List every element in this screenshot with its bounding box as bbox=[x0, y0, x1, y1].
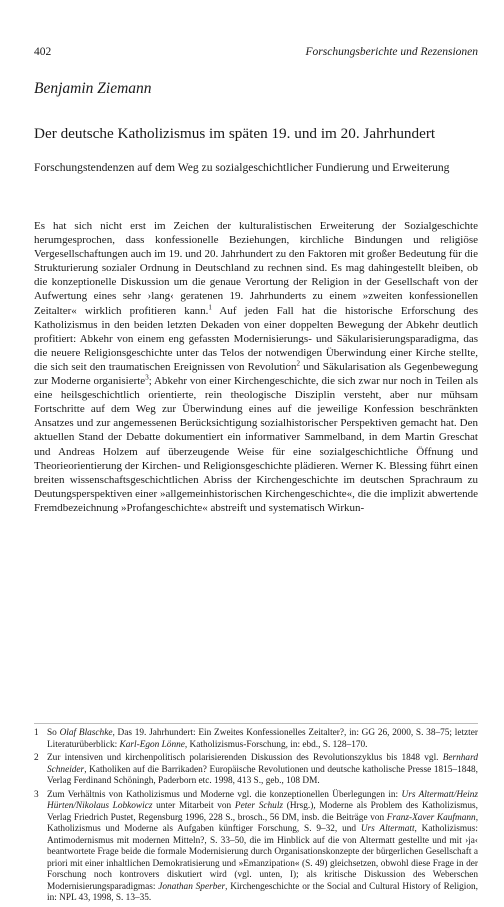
footnote-text: , Katholizismus: Antimodernismus mit modernen Mitteln?, S. 33–50, die im Hinblick auf die von Altermatt gestellte und mit ›ja‹ beantwortete Frage beide die formale Modernisierung durch Organisationskonzepte der bürgerlichen Gesellschaft a priori mit einer inhaltlichen Demokratisierung und »Emanzipation« (S. 49) gleichsetzen, obwohl diese Frage in der Forschung noch kontrovers diskutiert wird (vgl. unten, I); als kritische Diskussion des Weberschen Modernisierungsparadigmas: bbox=[47, 824, 478, 892]
footnote-text: , Katholizismus und Moderne als Aufgaben künftiger Forschung, S. 9–32, und bbox=[47, 812, 479, 834]
page-number: 402 bbox=[34, 46, 52, 58]
article-subtitle: Forschungstendenzen auf dem Weg zu sozialgeschichtlicher Fundierung und Erweiterung bbox=[34, 161, 450, 174]
article-title: Der deutsche Katholizismus im späten 19. und im 20. Jahrhundert bbox=[34, 125, 436, 142]
body-text-part: ; Abkehr von einer Kirchengeschichte, die sich zwar nur noch in Teilen als eine heilsgeschichtlich orientierte, rein theologische Disziplin versteht, aber nur mühsam Fortschritte auf dem Weg zur Überwindung eines auf die jeweilige Konfession beschränkten Ansatzes und zur angemessenen Berücksichtigung sozialhistorischer Perspektiven gemacht hat. Den aktuellen Stand der Debatte dokumentiert ein informativer Sammelband, in dem Martin Greschat und Andreas Holzem auf überzeugende Weise für eine sozialgeschichtliche Öffnung und Theorieorientierung der Kirchen- und Religionsgeschichte plädieren. Werner K. Blessing führt einen breiten wissenschaftsgeschichtlichen Abriss der Kirchengeschichte im deutschen Sprachraum zu Deutungsperspektiven einer »allgemeinhistorischen Kirchengeschichte«, die die implizit abwertende Fremdbezeichnung »Profangeschichte« abstreift und systematisch Wirkun- bbox=[34, 375, 478, 514]
footnote-text: Zum Verhältnis von Katholizismus und Moderne vgl. die konzeptionellen Überlegungen in: bbox=[47, 789, 402, 800]
body-text-part: Auf jeden Fall hat die historische Erforschung des Katholizismus in den beiden letzten Dekaden von einer doppelten Bewegung der Abkehr deutlich profitiert: Abkehr von einem eng gefassten Modernisierungs- und Säkularisierungsparadigma, das die neuere Religionsgeschichte unter das Telos der notwendigen Überwindung einer Kirche stellte, die sich seit den traumatischen Ereignissen von Revolution bbox=[34, 304, 478, 373]
footnotes bbox=[34, 728, 478, 907]
footnote-number: 1 bbox=[34, 728, 39, 738]
article-author: Benjamin Ziemann bbox=[34, 80, 152, 97]
footnote-mark-2[interactable]: 2 bbox=[296, 359, 300, 368]
footnote-divider bbox=[34, 723, 478, 724]
footnote-author: Bernhard Schneider bbox=[47, 753, 478, 775]
footnote-mark-3[interactable]: 3 bbox=[145, 373, 149, 382]
footnote-text: , Das 19. Jahrhundert: Ein Zweites Konfessionelles Zeitalter?, in: GG 26, 2000, S. 38–75; letzter Literaturüberblick: bbox=[47, 728, 478, 750]
footnote-text: , Katholizismus-Forschung, in: ebd., S. 128–170. bbox=[184, 739, 368, 750]
running-head bbox=[34, 46, 478, 60]
footnote-author: Urs Altermatt bbox=[360, 824, 415, 834]
footnote-3 bbox=[34, 790, 478, 905]
footnote-text: , Katholiken auf die Barrikaden? Europäische Revolutionen und deutsche katholische Presse 1815–1848, Verlag Ferdinand Schöningh, Paderborn etc. 1998, 413 S., geb., 108 DM. bbox=[47, 764, 478, 786]
footnote-author: Peter Schulz bbox=[234, 801, 284, 811]
footnote-author: Karl-Egon Lönne bbox=[119, 739, 185, 750]
footnote-text: Zur intensiven und kirchenpolitisch polarisierenden Diskussion des Revolutionszyklus bis 1848 vgl. bbox=[47, 753, 443, 763]
footnote-text: unter Mitarbeit von bbox=[152, 801, 235, 811]
body-text-part: Es hat sich nicht erst im Zeichen der kulturalistischen Erweiterung der Sozialgeschichte herumgesprochen, dass konfessionelle Beziehungen, kirchliche Bindungen und religiöse Vergesellschaftungen auch im 19. und 20. Jahrhundert zu den Faktoren mit großer Bedeutung für die Strukturierung sozialer Ordnung in Deutschland zu rechnen sind. Es mag dahingestellt bleiben, ob die konzeptionelle Diskussion um die genaue Verortung der Religion in der Gesellschaft von der Aufwertung eines sehr ›lang‹ geratenen 19. Jahrhunderts zu einem »zweiten konfessionellen Zeitalter« wirklich profitieren kann. bbox=[34, 220, 478, 317]
footnote-author: Olaf Blaschke bbox=[59, 728, 113, 738]
body-paragraph bbox=[34, 219, 478, 515]
footnote-text: (Hrsg.), Moderne als Problem des Katholizismus, Verlag Friedrich Pustet, Regensburg 1996, 228 S., brosch., 56 DM, insb. die Beiträge von bbox=[47, 801, 478, 823]
footnote-text: So bbox=[47, 728, 60, 738]
body-text-part: und Säkularisation als Gegenbewegung zur Moderne organisierte bbox=[34, 360, 478, 388]
footnote-2 bbox=[34, 753, 478, 788]
footnote-mark-1[interactable]: 1 bbox=[208, 302, 212, 311]
journal-section-title: Forschungsberichte und Rezensionen bbox=[305, 46, 478, 58]
footnote-text: , Kirchengeschichte or the Social and Cultural History of Religion, in: NPL 43, 1998, S. 13–35. bbox=[47, 881, 479, 903]
footnote-author: Urs Altermatt/Heinz Hürten/Nikolaus Lobkowicz bbox=[47, 789, 479, 811]
footnote-number: 3 bbox=[34, 789, 39, 800]
footnote-author: Jonathan Sperber bbox=[158, 881, 226, 892]
footnote-1 bbox=[34, 728, 478, 751]
footnote-author: Franz-Xaver Kaufmann bbox=[386, 812, 476, 823]
footnote-number: 2 bbox=[34, 753, 39, 763]
